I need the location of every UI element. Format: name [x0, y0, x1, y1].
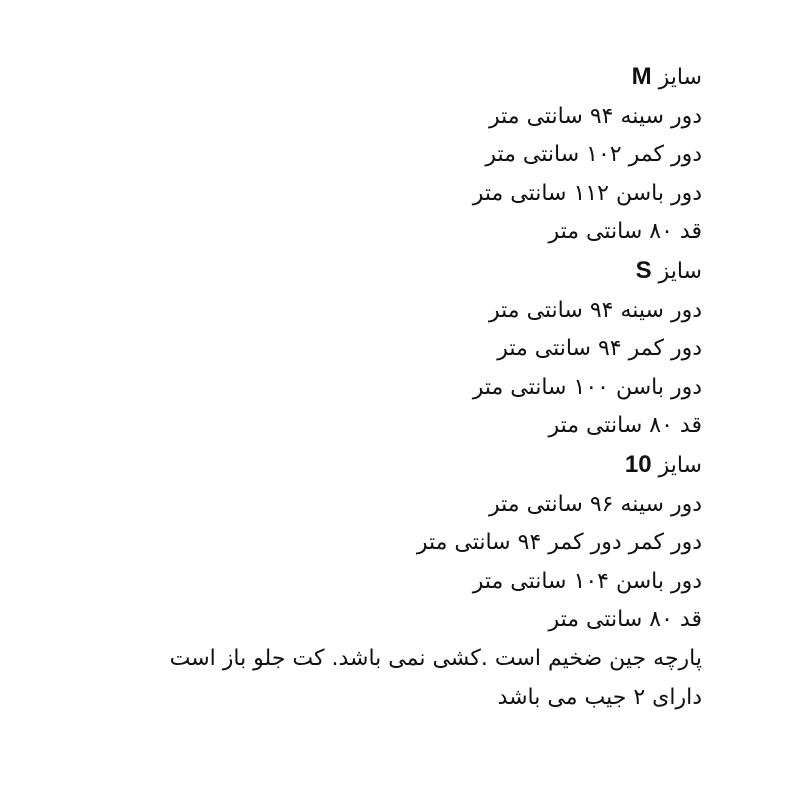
fabric-note-line-2: دارای ۲ جیب می باشد	[497, 684, 702, 710]
fabric-note-line-1: پارچه جین ضخیم است .کشی نمی باشد. کت جلو باز است	[169, 645, 702, 671]
measurement-hip: دور باسن ۱۰۰ سانتی متر	[472, 374, 702, 400]
fabric-note	[62, 640, 702, 717]
size-heading	[62, 252, 702, 292]
size-section-10	[62, 446, 702, 640]
size-section-m	[62, 58, 702, 252]
size-heading-word: سایز	[658, 65, 702, 90]
size-code: S	[635, 256, 652, 284]
measurement-chest: دور سینه ۹۴ سانتی متر	[489, 103, 702, 129]
measurement-length: قد ۸۰ سانتی متر	[548, 413, 702, 439]
measurement-waist: دور کمر دور کمر ۹۴ سانتی متر	[416, 530, 702, 556]
measurement-waist: دور کمر ۹۴ سانتی متر	[497, 336, 702, 362]
measurement-chest: دور سینه ۹۶ سانتی متر	[489, 491, 702, 517]
size-section-s	[62, 252, 702, 446]
size-heading-word: سایز	[658, 452, 702, 478]
size-code: M	[631, 63, 652, 90]
size-heading-word: سایز	[658, 258, 702, 284]
size-heading	[62, 446, 702, 486]
measurement-waist: دور کمر ۱۰۲ سانتی متر	[485, 142, 702, 168]
measurement-length: قد ۸۰ سانتی متر	[548, 607, 702, 633]
size-code: 10	[624, 450, 652, 478]
measurement-chest: دور سینه ۹۴ سانتی متر	[489, 297, 702, 323]
size-chart-document	[62, 58, 702, 717]
measurement-length: قد ۸۰ سانتی متر	[548, 219, 702, 245]
measurement-hip: دور باسن ۱۰۴ سانتی متر	[472, 568, 702, 594]
measurement-hip: دور باسن ۱۱۲ سانتی متر	[472, 180, 702, 206]
size-heading	[62, 58, 702, 98]
